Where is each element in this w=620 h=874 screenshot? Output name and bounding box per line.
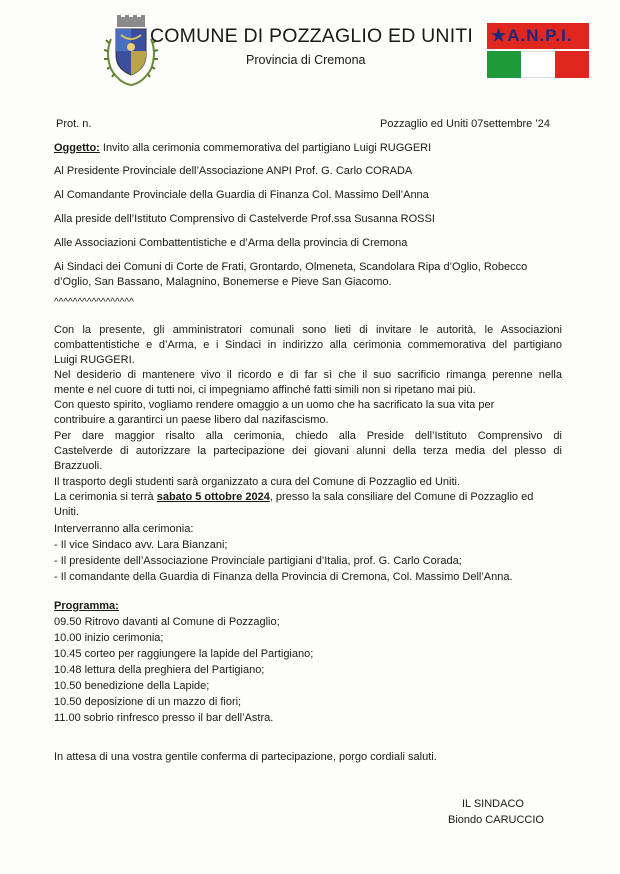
- body-line: Per dare maggior risalto alla cerimonia, chiedo alla Preside dell’Istituto Comprensivo di: [54, 430, 562, 442]
- recipient-line: Alla preside dell’Istituto Comprensivo di Castelverde Prof.ssa Susanna ROSSI: [54, 213, 435, 225]
- signature-name: Biondo CARUCCIO: [448, 814, 544, 826]
- attendee-item: - Il vice Sindaco avv. Lara Bianzani;: [54, 539, 228, 551]
- program-item: 11.00 sobrio rinfresco presso il bar dell’Astra.: [54, 712, 274, 724]
- program-item: 10.00 inizio cerimonia;: [54, 632, 164, 644]
- page-title: COMUNE DI POZZAGLIO ED UNITI: [150, 25, 474, 47]
- recipient-line: Al Presidente Provinciale dell’Associazione ANPI Prof. G. Carlo CORADA: [54, 165, 413, 177]
- body-line: Il trasporto degli studenti sarà organizzato a cura del Comune di Pozzaglio ed Uniti.: [54, 476, 461, 488]
- body-line: contribuire a garantirci un paese libero dal nazifascismo.: [54, 414, 329, 426]
- attendee-item: - Il comandante della Guardia di Finanza della Provincia di Cremona, Col. Massimo Dell’Anna.: [54, 571, 513, 583]
- body-line: Nel desiderio di mantenere vivo il ricordo e di far sì che il suo sacrificio rimanga perenne nella: [54, 369, 562, 381]
- program-item: 10.48 lettura della preghiera del Partigiano;: [54, 664, 265, 676]
- anpi-logo-text: ★A.N.P.I.: [491, 26, 573, 45]
- body-line: Con questo spirito, vogliamo rendere omaggio a un uomo che ha sacrificato la sua vita per: [54, 399, 495, 411]
- body-line: Castelverde di autorizzare la partecipazione dei giovani alunni della terza media del plesso di: [54, 445, 562, 457]
- recipient-line: Alle Associazioni Combattentistiche e d’Arma della provincia di Cremona: [54, 237, 408, 249]
- protocol-number: Prot. n.: [56, 118, 92, 130]
- page-subtitle: Provincia di Cremona: [246, 53, 366, 67]
- place-date: Pozzaglio ed Uniti 07settembre ’24: [380, 118, 550, 130]
- signature-role: IL SINDACO: [462, 798, 524, 810]
- attendee-item: - Il presidente dell’Associazione Provinciale partigiani d’Italia, prof. G. Carlo Corada;: [54, 555, 462, 567]
- body-line: Interverranno alla cerimonia:: [54, 523, 194, 535]
- body-line: Con la presente, gli amministratori comunali sono lieti di invitare le autorità, le Associazioni: [54, 324, 562, 336]
- closing-text: In attesa di una vostra gentile conferma di partecipazione, porgo cordiali saluti.: [54, 751, 437, 763]
- body-line: mente e nel cuore di tutti noi, ci impegniamo affinché fatti simili non si ripetano mai più.: [54, 384, 476, 396]
- program-item: 09.50 Ritrovo davanti al Comune di Pozzaglio;: [54, 616, 280, 628]
- body-line: Uniti.: [54, 506, 80, 518]
- body-line: La cerimonia si terrà sabato 5 ottobre 2024, presso la sala consiliare del Comune di Pozzaglio ed: [54, 491, 534, 503]
- recipient-line: Ai Sindaci dei Comuni di Corte de Frati, Grontardo, Olmeneta, Scandolara Ripa d’Oglio, Robecco: [54, 261, 528, 273]
- recipient-line: Al Comandante Provinciale della Guardia di Finanza Col. Massimo Dell’Anna: [54, 189, 429, 201]
- anpi-logo: [487, 23, 589, 78]
- separator: ^^^^^^^^^^^^^^^^^: [54, 297, 134, 308]
- subject-line: [54, 141, 431, 155]
- recipient-line: d’Oglio, San Bassano, Malagnino, Bonemerse e Pieve San Giacomo.: [54, 276, 392, 288]
- body-line: Luigi RUGGERI.: [54, 354, 135, 366]
- program-title: Programma:: [54, 600, 119, 612]
- program-item: 10.50 deposizione di un mazzo di fiori;: [54, 696, 242, 708]
- subject-label: Oggetto:: [54, 142, 100, 154]
- body-line: Brazzuoli.: [54, 460, 103, 472]
- program-item: 10.50 benedizione della Lapide;: [54, 680, 210, 692]
- ceremony-date: sabato 5 ottobre 2024: [156, 491, 270, 503]
- subject-text: Invito alla cerimonia commemorativa del partigiano Luigi RUGGERI: [99, 142, 432, 154]
- body-line: combattentistiche e d’Arma, e i Sindaci in indirizzo alla cerimonia commemorativa del partigiano: [54, 339, 562, 351]
- program-item: 10.45 corteo per raggiungere la lapide del Partigiano;: [54, 648, 314, 660]
